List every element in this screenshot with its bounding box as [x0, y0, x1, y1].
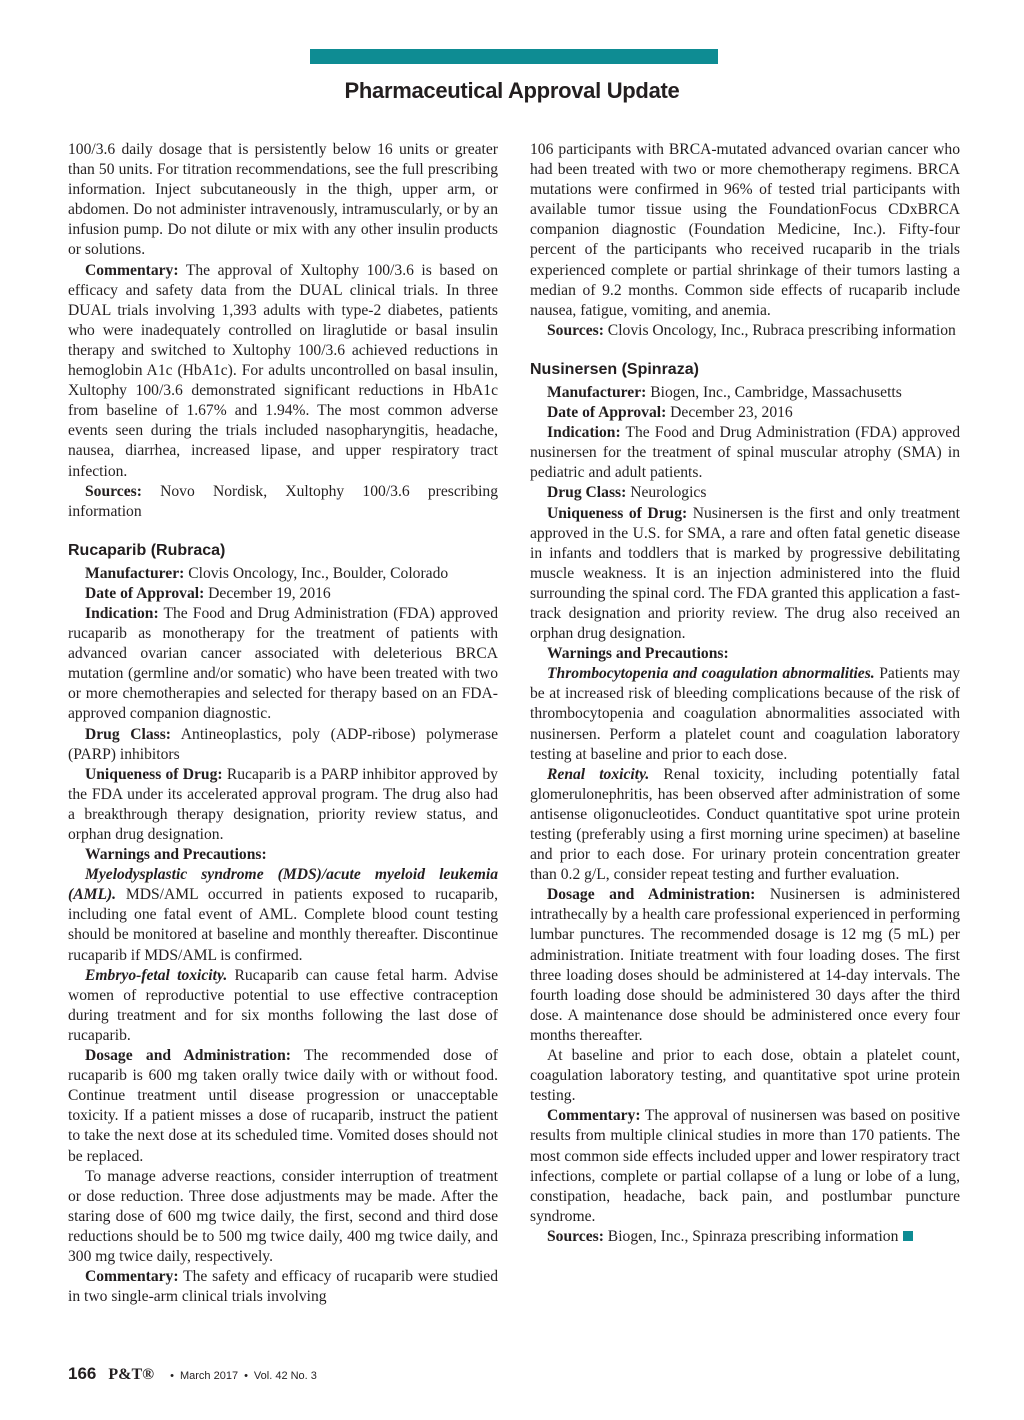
warnings-label: Warnings and Precautions: — [547, 645, 729, 663]
rucaparib-manufacturer — [68, 564, 498, 584]
commentary-text: The approval of Xultophy 100/3.6 is based on efficacy and safety data from the DUAL clinical trials. In three DUAL trials involving 1,393 adults with type-2 diabetes, patients who were inadequately controlled on liraglutide or basal insulin therapy and switched to Xultophy 100/3.6 achieved reductions in hemoglobin A1c (HbA1c). For adults uncontrolled on basal insulin, Xultophy 100/3.6 demonstrated significant reductions in HbA1c from baseline of 1.67% and 1.94%. The most common adverse events seen during the trials included nasopharyngitis, headache, nausea, diarrhea, increased lipase, and upper respiratory tract infection. — [68, 261, 498, 480]
nusinersen-indication — [530, 423, 960, 483]
rucaparib-adverse: To manage adverse reactions, consider interruption of treatment or dose reduction. Three dose adjustments may be made. After the staring dose of 600 mg twice daily, the first, second and third dose reductions should be to 500 mg twice daily, 400 mg twice daily, and 300 mg twice daily, respectively. — [68, 1167, 498, 1265]
sources-text: Clovis Oncology, Inc., Rubraca prescribing information — [607, 321, 956, 339]
nusinersen-manufacturer — [530, 383, 960, 403]
nusinersen-warnings-heading — [530, 644, 960, 664]
uniqueness-label: Uniqueness of Drug: — [85, 765, 223, 783]
commentary-label: Commentary: — [85, 1268, 179, 1286]
nusinersen-commentary — [530, 1106, 960, 1227]
footer-separator: • — [244, 1370, 248, 1382]
mds-warning-label: Myelodysplastic syndrome (MDS)/acute myeloid leukemia (AML). — [68, 866, 498, 904]
commentary-text: The safety and efficacy of rucaparib were studied in two single-arm clinical trials involving — [68, 1268, 498, 1306]
volume-number: Vol. 42 No. 3 — [253, 1370, 317, 1382]
embryo-warning-text: Rucaparib can cause fetal harm. Advise women of reproductive potential to use effective contraception during treatment and for six months following the last dose of rucaparib. — [68, 966, 498, 1044]
manufacturer-value: Biogen, Inc., Cambridge, Massachusetts — [650, 383, 902, 401]
sources-label: Sources: — [547, 321, 604, 339]
rucaparib-uniqueness — [68, 765, 498, 845]
dosage-text: The recommended dose of rucaparib is 600 mg taken orally twice daily with or without food. Continue treatment until disease progression or unacceptable toxicity. If a patient misses a dose of rucaparib, instruct the patient to take the next dose at its scheduled time. Vomited doses should not be replaced. — [68, 1047, 498, 1165]
rucaparib-drug-class — [68, 725, 498, 765]
rucaparib-dosage — [68, 1046, 498, 1167]
rucaparib-warnings-heading — [68, 845, 498, 865]
rucaparib-commentary-continued: 106 participants with BRCA-mutated advanced ovarian cancer who had been treated with two or more chemotherapy regimens. BRCA mutations were confirmed in 96% of tested trial participants with available tumor tissue using the FoundationFocus CDxBRCA companion diagnostic (Foundation Medicine, Inc.). Fifty-four percent of the participants who received rucaparib in the trials experienced complete or partial shrinkage of their tumors lasting a median of 9.2 months. Common side effects of rucaparib include nausea, fatigue, vomiting, and anemia. — [530, 141, 960, 319]
indication-label: Indication: — [547, 424, 621, 442]
sources-text: Novo Nordisk, Xultophy 100/3.6 prescribing information — [68, 482, 498, 520]
date-label: Date of Approval: — [85, 584, 205, 602]
date-label: Date of Approval: — [547, 404, 667, 422]
date-value: December 23, 2016 — [670, 404, 793, 422]
commentary-label: Commentary: — [547, 1107, 641, 1125]
xultophy-dosage-paragraph: 100/3.6 daily dosage that is persistently below 16 units or greater than 50 units. For titration recommendations, see the full prescribing information. Inject subcutaneously in the thigh, upper arm, or abdomen. Do not administer intravenously, intramuscularly, or by an infusion pump. Do not dilute or mix with any other insulin products or solutions. — [68, 141, 498, 259]
journal-name: P&T® — [108, 1366, 155, 1383]
sources-label: Sources: — [547, 1227, 604, 1245]
rucaparib-mds-warning — [68, 865, 498, 965]
commentary-text: The approval of nusinersen was based on positive results from multiple clinical studies in more than 170 patients. The most common side effects included upper and lower respiratory tract infections, complete or partial collapse of a lung or lobe of a lung, constipation, headache, back pain, and postlumbar puncture syndrome. — [530, 1107, 961, 1225]
end-of-article-square-icon — [903, 1231, 913, 1241]
uniqueness-value: Rucaparib is a PARP inhibitor approved by the FDA under its accelerated approval program. The drug also had a breakthrough therapy designation, priority review status, and orphan drug designation. — [68, 765, 498, 843]
xultophy-sources — [68, 482, 498, 522]
warnings-label: Warnings and Precautions: — [85, 846, 267, 864]
indication-label: Indication: — [85, 604, 159, 622]
drug-class-label: Drug Class: — [547, 484, 627, 502]
dosage-label: Dosage and Administration: — [547, 886, 756, 904]
uniqueness-label: Uniqueness of Drug: — [547, 504, 688, 522]
right-column — [530, 140, 960, 1247]
nusinersen-heading: Nusinersen (Spinraza) — [530, 360, 699, 378]
rucaparib-embryo-warning — [68, 966, 498, 1046]
drug-class-label: Drug Class: — [85, 725, 171, 743]
thrombo-warning-text: Patients may be at increased risk of bleeding complications because of the risk of thrombocytopenia and coagulation abnormalities associated with nusinersen. Perform a platelet count and coagulation laboratory testing at baseline and prior to each dose. — [530, 665, 960, 763]
commentary-label: Commentary: — [85, 261, 179, 279]
nusinersen-sources — [530, 1227, 960, 1247]
indication-value: The Food and Drug Administration (FDA) approved nusinersen for the treatment of spinal muscular atrophy (SMA) in pediatric and adult patients. — [530, 424, 960, 482]
nusinersen-date — [530, 403, 960, 423]
nusinersen-renal-warning — [530, 765, 960, 886]
drug-class-value: Neurologics — [630, 484, 707, 502]
footer-separator: • — [170, 1370, 174, 1382]
uniqueness-value: Nusinersen is the first and only treatment approved in the U.S. for SMA, a rare and often fatal genetic disease in infants and toddlers that is marked by progressive debilitating muscle weakness. It is an injection administered into the fluid surrounding the spinal cord. The FDA granted this application a fast-track designation and priority review. The drug also received an orphan drug designation. — [530, 504, 960, 643]
thrombo-warning-label: Thrombocytopenia and coagulation abnormalities. — [547, 665, 875, 683]
manufacturer-label: Manufacturer: — [85, 564, 185, 582]
nusinersen-drug-class — [530, 483, 960, 503]
header-accent-bar — [310, 49, 718, 64]
nusinersen-uniqueness — [530, 504, 960, 645]
rucaparib-indication — [68, 604, 498, 725]
nusinersen-baseline: At baseline and prior to each dose, obtain a platelet count, coagulation laboratory testing, and quantitative spot urine protein testing. — [530, 1047, 960, 1105]
date-value: December 19, 2016 — [208, 584, 331, 602]
page-title: Pharmaceutical Approval Update — [344, 78, 680, 103]
manufacturer-value: Clovis Oncology, Inc., Boulder, Colorado — [188, 564, 449, 582]
xultophy-commentary — [68, 261, 498, 482]
page-number: 166 — [68, 1364, 97, 1383]
renal-warning-label: Renal toxicity. — [547, 765, 650, 783]
rucaparib-commentary — [68, 1267, 498, 1307]
nusinersen-dosage — [530, 885, 960, 1046]
embryo-warning-label: Embryo-fetal toxicity. — [85, 966, 228, 984]
nusinersen-thrombo-warning — [530, 664, 960, 764]
dosage-text: Nusinersen is administered intrathecally by a health care professional experienced in performing lumbar punctures. The recommended dosage is 12 mg (5 mL) per administration. Initiate treatment with four loading doses. The first three loading doses should be administered at 14-day intervals. The fourth loading dose should be administered 30 days after the third dose. A maintenance dose should be administered once every four months thereafter. — [530, 886, 960, 1044]
rucaparib-heading: Rucaparib (Rubraca) — [68, 541, 226, 559]
mds-warning-text: MDS/AML occurred in patients exposed to rucaparib, including one fatal event of AML. Complete blood count testing should be monitored at baseline and monthly thereafter. Discontinue rucaparib if MDS/AML is confirmed. — [68, 886, 498, 964]
left-column — [68, 140, 498, 1307]
dosage-label: Dosage and Administration: — [85, 1047, 291, 1065]
page-footer — [68, 1364, 317, 1384]
rucaparib-date — [68, 584, 498, 604]
indication-value: The Food and Drug Administration (FDA) approved rucaparib as monotherapy for the treatment of patients with advanced ovarian cancer associated with deleterious BRCA mutation (germline and/or somatic) who have been treated with two or more chemotherapies and selected for therapy based on an FDA-approved companion diagnostic. — [68, 604, 498, 723]
sources-label: Sources: — [85, 482, 142, 500]
drug-class-value: Antineoplastics, poly (ADP-ribose) polymerase (PARP) inhibitors — [68, 725, 499, 763]
issue-date: March 2017 — [179, 1370, 239, 1382]
renal-warning-text: Renal toxicity, including potentially fatal glomerulonephritis, has been observed after administration of some antisense oligonucleotides. Conduct quantitative spot urine protein testing (preferably using a first morning urine specimen) at baseline and prior to each dose. For urinary protein concentration greater than 0.2 g/L, consider repeat testing and further evaluation. — [530, 765, 961, 884]
manufacturer-label: Manufacturer: — [547, 383, 647, 401]
rucaparib-sources — [530, 321, 960, 341]
sources-text: Biogen, Inc., Spinraza prescribing information — [607, 1227, 899, 1245]
